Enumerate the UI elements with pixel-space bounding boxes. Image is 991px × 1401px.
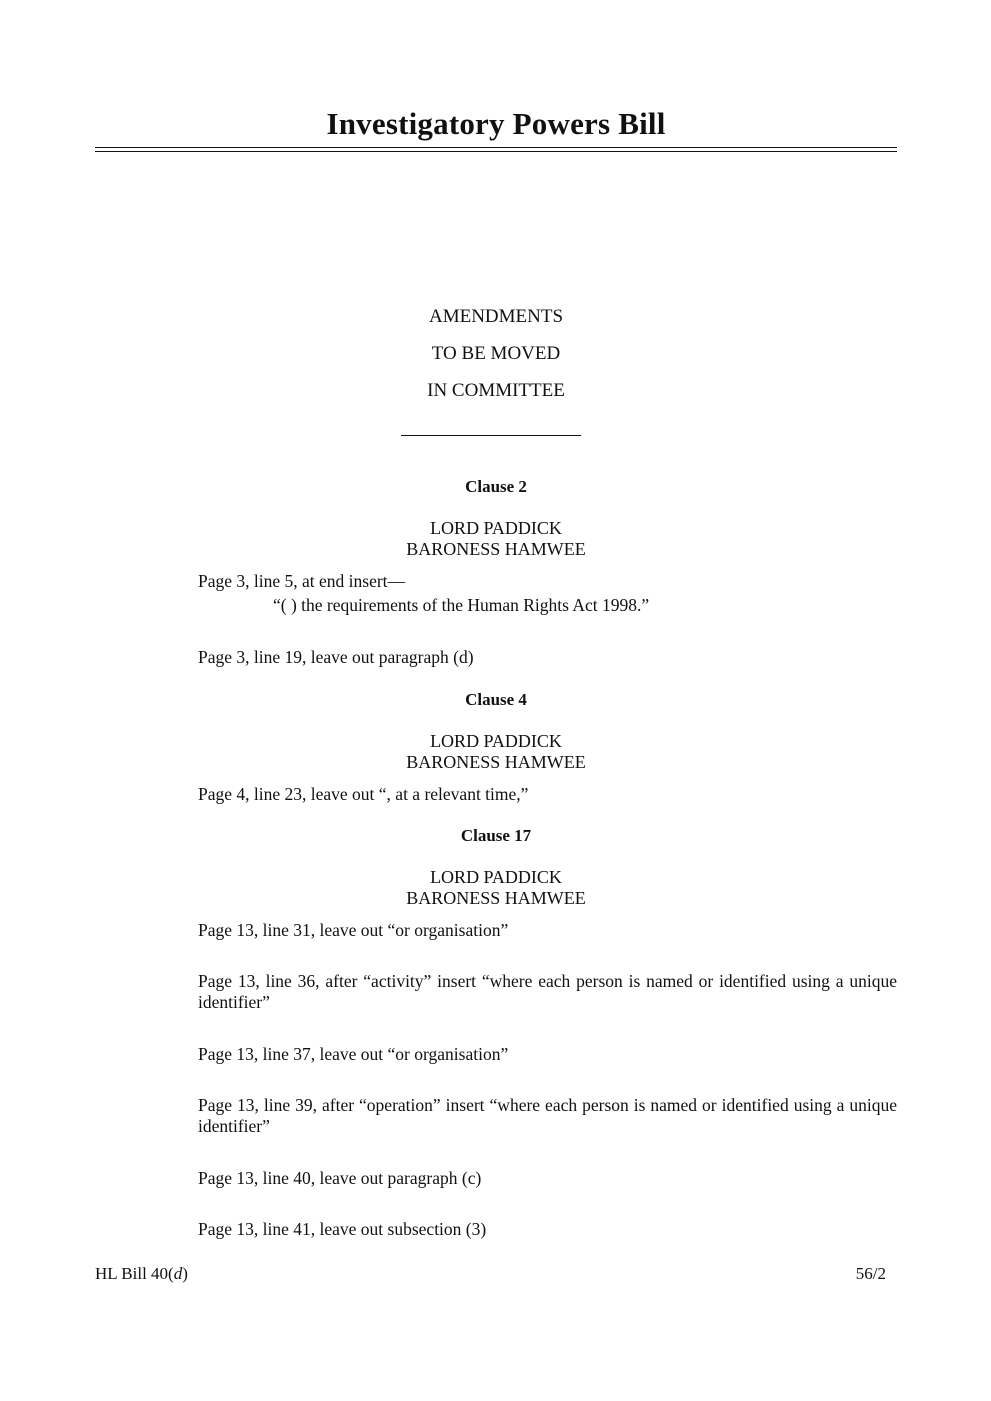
document-title: Investigatory Powers Bill: [326, 106, 666, 141]
bill-suffix: ): [182, 1264, 188, 1283]
sponsor-name: LORD PADDICK: [430, 867, 562, 887]
title-rule-bottom: [95, 151, 897, 152]
amendment-text: Page 13, line 41, leave out subsection (3): [198, 1219, 487, 1239]
bill-reference: [95, 1264, 188, 1284]
clause-heading: Clause 2: [465, 477, 527, 496]
sponsor-name: LORD PADDICK: [430, 518, 562, 538]
sponsor-name: LORD PADDICK: [430, 731, 562, 751]
header-line-to-be-moved: TO BE MOVED: [431, 343, 561, 364]
amendment-text: Page 4, line 23, leave out “, at a relevant time,”: [198, 784, 529, 804]
amendment-text: Page 13, line 40, leave out paragraph (c): [198, 1168, 482, 1188]
sponsor-name: BARONESS HAMWEE: [406, 539, 586, 559]
bill-prefix: HL Bill 40(: [95, 1264, 174, 1283]
clause-heading: Clause 17: [460, 826, 532, 845]
page-reference: 56/2: [855, 1264, 886, 1283]
sponsor-name: BARONESS HAMWEE: [406, 888, 586, 908]
section-divider: [401, 435, 581, 436]
amendment-text: Page 13, line 36, after “activity” insert “where each person is named or identified using a unique identifier”: [198, 971, 897, 1012]
amendment-text: Page 3, line 5, at end insert—: [198, 571, 406, 591]
amendment-text: Page 3, line 19, leave out paragraph (d): [198, 647, 474, 667]
title-rule-top: [95, 147, 897, 148]
header-line-amendments: AMENDMENTS: [428, 306, 564, 327]
sponsor-name: BARONESS HAMWEE: [406, 752, 586, 772]
amendment-text: Page 13, line 37, leave out “or organisation”: [198, 1044, 509, 1064]
bill-letter: d: [173, 1264, 183, 1283]
amendment-text: Page 13, line 31, leave out “or organisation”: [198, 920, 509, 940]
amendment-text: Page 13, line 39, after “operation” insert “where each person is named or identified using a unique identifier”: [198, 1095, 897, 1136]
inserted-text: “( ) the requirements of the Human Rights Act 1998.”: [273, 595, 650, 615]
clause-heading: Clause 4: [465, 690, 527, 709]
header-line-in-committee: IN COMMITTEE: [427, 380, 565, 401]
